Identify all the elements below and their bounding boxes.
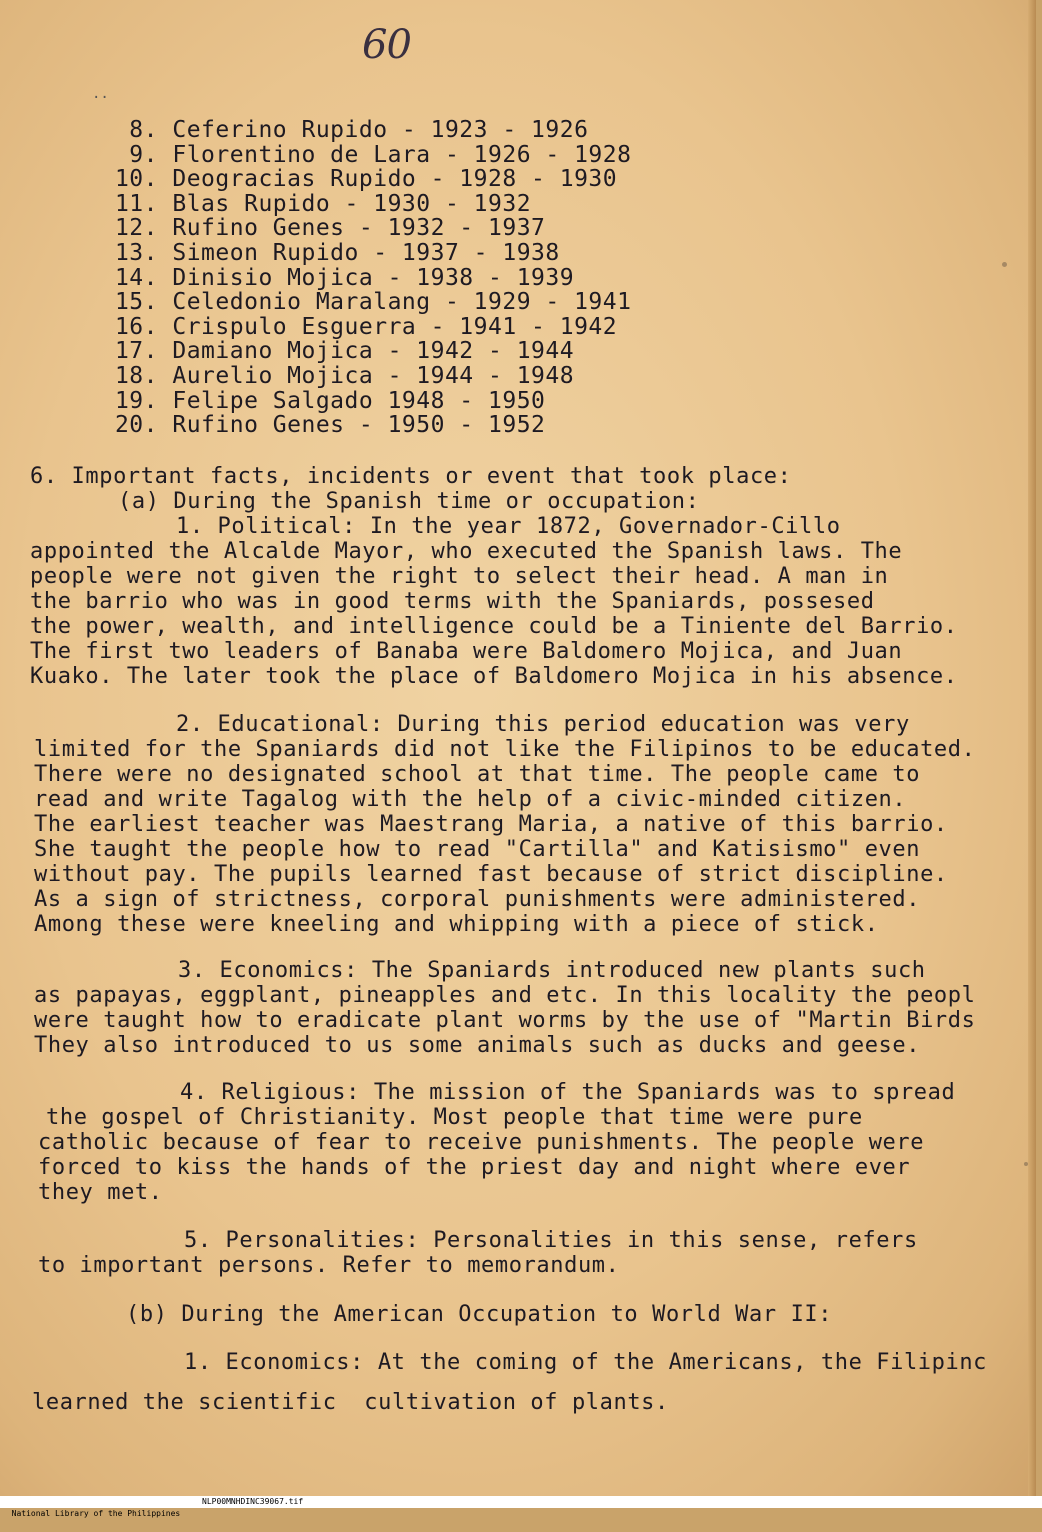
list-item-number: 19.	[114, 387, 158, 414]
educational-line: read and write Tagalog with the help of a civic-minded citizen.	[34, 787, 907, 812]
political-line: appointed the Alcalde Mayor, who executed the Spanish laws. The	[30, 539, 903, 564]
stray-marks: ..	[92, 86, 109, 102]
list-item	[104, 364, 631, 389]
list-item	[104, 315, 631, 340]
american-economics-line: 1. Economics: At the coming of the Americans, the Filipinc	[184, 1350, 988, 1375]
economics-line: They also introduced to us some animals such as ducks and geese.	[34, 1033, 921, 1058]
list-item	[104, 167, 631, 192]
list-item-text: Felipe Salgado 1948 - 1950	[172, 387, 546, 414]
list-item-text: Ceferino Rupido - 1923 - 1926	[172, 117, 589, 143]
list-item	[104, 339, 631, 364]
list-item-text: Celedonio Maralang - 1929 - 1941	[172, 289, 632, 316]
list-item	[104, 266, 631, 291]
list-item-number: 20.	[114, 412, 158, 439]
footer-filename: NLP00MNHDINC39067.tif	[202, 1497, 304, 1506]
scan-footer	[0, 1496, 1042, 1518]
religious-line: they met.	[38, 1180, 163, 1205]
page-number: 60	[362, 22, 411, 68]
religious-line: the gospel of Christianity. Most people that time were pure	[46, 1105, 863, 1130]
list-item-text: Damiano Mojica - 1942 - 1944	[172, 338, 575, 365]
paper-spot	[1002, 262, 1007, 267]
list-item-text: Aurelio Mojica - 1944 - 1948	[172, 362, 575, 389]
personalities-line: to important persons. Refer to memorandum.	[38, 1253, 620, 1278]
list-item	[104, 192, 631, 217]
religious-line: forced to kiss the hands of the priest day and night where ever	[38, 1155, 911, 1180]
list-item-number: 11.	[114, 190, 158, 217]
list-item	[104, 216, 631, 241]
list-item-text: Blas Rupido - 1930 - 1932	[172, 190, 532, 217]
economics-line: were taught how to eradicate plant worms by the use of "Martin Birds	[34, 1008, 976, 1033]
list-item	[104, 413, 631, 438]
section-heading: 6. Important facts, incidents or event that took place:	[30, 464, 792, 489]
economics-line: 3. Economics: The Spaniards introduced new plants such	[178, 958, 926, 983]
economics-line: as papayas, eggplant, pineapples and etc. In this locality the peopl	[34, 983, 976, 1008]
list-item-text: Rufino Genes - 1950 - 1952	[172, 412, 546, 439]
officials-list	[104, 118, 631, 438]
list-item-number: 18.	[114, 362, 158, 389]
religious-line: catholic because of fear to receive punishments. The people were	[38, 1130, 925, 1155]
educational-line: As a sign of strictness, corporal punishments were administered.	[34, 887, 921, 912]
religious-line: 4. Religious: The mission of the Spaniards was to spread	[180, 1080, 956, 1105]
list-item-text: Florentino de Lara - 1926 - 1928	[172, 141, 632, 168]
list-item	[104, 241, 631, 266]
page-edge	[1028, 0, 1036, 1496]
list-item-text: Crispulo Esguerra - 1941 - 1942	[172, 313, 618, 340]
political-line: The first two leaders of Banaba were Baldomero Mojica, and Juan	[30, 639, 903, 664]
political-line: the power, wealth, and intelligence could be a Tiniente del Barrio.	[30, 614, 958, 639]
american-economics-line: learned the scientific cultivation of plants.	[32, 1390, 669, 1415]
personalities-line: 5. Personalities: Personalities in this sense, refers	[184, 1228, 918, 1253]
list-item	[104, 118, 631, 143]
political-line: Kuako. The later took the place of Baldomero Mojica in his absence.	[30, 664, 958, 689]
educational-line: Among these were kneeling and whipping with a piece of stick.	[34, 912, 879, 937]
political-line: people were not given the right to select their head. A man in	[30, 564, 889, 589]
political-line: the barrio who was in good terms with the Spaniards, possesed	[30, 589, 875, 614]
educational-line: limited for the Spaniards did not like the Filipinos to be educated.	[34, 737, 976, 762]
educational-line: 2. Educational: During this period education was very	[176, 712, 910, 737]
educational-line: The earliest teacher was Maestrang Maria, a native of this barrio.	[34, 812, 948, 837]
educational-line: without pay. The pupils learned fast because of strict discipline.	[34, 862, 948, 887]
list-item-number: 14.	[114, 264, 158, 291]
list-item-text: Simeon Rupido - 1937 - 1938	[172, 239, 560, 266]
list-item-number: 12.	[114, 215, 158, 242]
list-item-number: 9.	[129, 141, 158, 168]
list-item	[104, 290, 631, 315]
educational-line: She taught the people how to read "Cartilla" and Katisismo" even	[34, 837, 921, 862]
footer-library: National Library of the Philippines	[11, 1509, 181, 1518]
list-item-number: 13.	[114, 239, 158, 266]
subsection-heading-a: (a) During the Spanish time or occupation:	[118, 489, 700, 514]
list-item-number: 10.	[114, 166, 158, 193]
list-item-number: 16.	[114, 313, 158, 340]
list-item-number: 17.	[114, 338, 158, 365]
political-line: 1. Political: In the year 1872, Governador-Cillo	[176, 514, 841, 539]
paper-spot	[1024, 1162, 1028, 1166]
list-item	[104, 389, 631, 414]
subsection-heading-b: (b) During the American Occupation to World War II:	[126, 1302, 833, 1327]
list-item	[104, 143, 631, 168]
list-item-number: 15.	[114, 289, 158, 316]
list-item-text: Dinisio Mojica - 1938 - 1939	[172, 264, 575, 291]
list-item-number: 8.	[129, 117, 158, 143]
list-item-text: Rufino Genes - 1932 - 1937	[172, 215, 546, 242]
educational-line: There were no designated school at that time. The people came to	[34, 762, 921, 787]
list-item-text: Deogracias Rupido - 1928 - 1930	[172, 166, 618, 193]
